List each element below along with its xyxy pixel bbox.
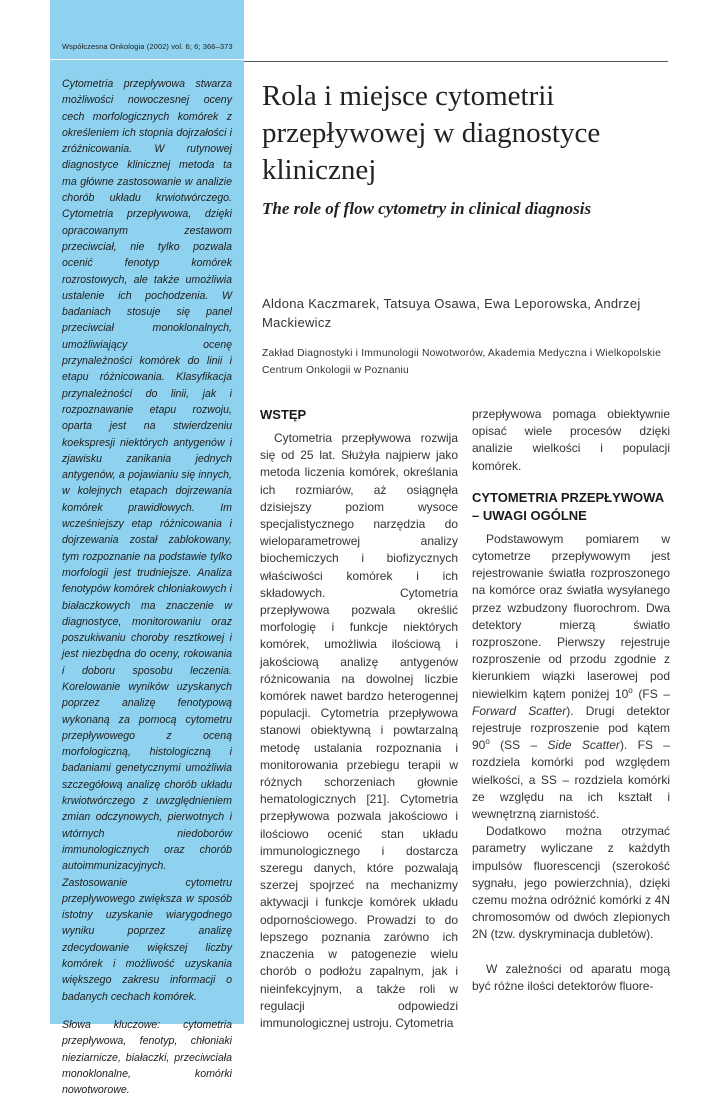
- degree-sign: o: [485, 737, 490, 747]
- body-paragraph-scatter: [472, 531, 670, 823]
- keywords-text: cytometria przepływowa, fenotyp, chłoniaki nieziarnicze, białaczki, przeciwciała monoklonalne, komórki nowotworowe.: [62, 1018, 232, 1097]
- article-subtitle: The role of flow cytometry in clinical diagnosis: [262, 199, 592, 218]
- scatter-text-2: (FS –: [632, 686, 671, 701]
- side-scatter-term: Side Scatter: [547, 738, 620, 753]
- degree-sign: o: [628, 685, 633, 695]
- journal-reference: Współczesna Onkologia (2002) vol. 6; 6; 366–373: [62, 42, 233, 51]
- body-column-2: [472, 406, 670, 995]
- body-column-1: [260, 406, 458, 1032]
- scatter-text-5: ). FS – rozdziela komórki pod względem wielkości, a SS – rozdziela komórki ze względu na ich kształt i wewnętrzną ziarnistość.: [472, 738, 670, 822]
- abstract-text: Cytometria przepływowa stwarza możliwości nowoczesnej oceny cech morfologicznych komórek z określeniem ich stopnia dojrzałości i zróżnicowania. W rutynowej diagnostyce klinicznej metoda ta ma główne zastosowanie w analizie chorób układu krwiotwórczego. Cytometria przepływowa, dzięki opracowanym zestawom przeciwciał, nie tylko pozwala ocenić fenotyp komórek rozrostowych, ale także umożliwia ustalenie ich pochodzenia. W badaniach stosuje się panel przeciwciał monoklonalnych, umożliwiający ocenę przynależności komórek do linii i etapu różnicowania. Klasyfikacja przynależności do linii, jak i rozpoznawanie etapu rozwoju, oparta jest na stwierdzeniu koekspresji niektórych antygenów i zjawisku zanikania jednych antygenów, a pojawianiu się innych, w kolejnych etapach dojrzewania komórek prawidłowych. Im wcześniejszy etap różnicowania i dojrzewania został zablokowany, tym rozpoznanie na podstawie tylko morfologii jest trudniejsze. Analiza fenotypów komórek chłoniakowych i białaczkowych ma znaczenie w diagnostyce, monitorowaniu oraz poszukiwaniu choroby resztkowej i jest niezbędna do oceny, rokowania i doboru sposobu leczenia. Korelowanie wyników uzyskanych poprzez analizę fenotypową wykonaną za pomocą cytometru przepływowego z oceną morfologiczną, histologiczną i badaniami genetycznymi umożliwia szczegółową analizę chorób układu krwiotwórczego z uwzględnieniem zmian odczynowych, pierwotnych i wtórnych niedoborów immunologicznych oraz chorób autoimmunizacyjnych. Zastosowanie cytometru przepływowego zwiększa w sposób istotny uzyskanie wiarygodnego wyniku poprzez analizę zdecydowanie większej liczby komórek i możliwość uzyskania większego zakresu informacji o badanych cechach komórek.: [62, 78, 232, 1003]
- abstract: [62, 76, 232, 1098]
- forward-scatter-term: Forward Scatter: [472, 703, 567, 718]
- scatter-text-3: ). Drugi detektor rejestruje rozproszenie pod kątem 90: [472, 703, 670, 753]
- body-paragraph-parameters: Dodatkowo można otrzymać parametry wyliczane z każdyth impulsów fluorescencji (szerokość sygnału, jego powierzchnia), dzięki czemu można odróżnić komórki z 4N chromosomów od dwóch zlepionych 2N (tzw. dyskryminacja dubletów).: [472, 824, 670, 942]
- keywords: [62, 1017, 232, 1098]
- scatter-text-1: Podstawowym pomiarem w cytometrze przepływowym jest rejestrowanie światła rozproszonego na komórce oraz światła wysyłanego przez wzbudzony fluorochrom. Dwa detektory mierzą światło rozproszone. Pierwszy rejestruje rozproszenie od przodu zgodnie z kierunkiem wiązki laserowej pod niewielkim kątem poniżej 10: [472, 531, 670, 701]
- body-paragraph-detectors: W zależności od aparatu mogą być różne ilości detektorów fluore-: [472, 961, 670, 993]
- section-heading-introduction: WSTĘP: [260, 407, 307, 422]
- article-title: Rola i miejsce cytometrii przepływowej w diagnostyce klinicznej: [262, 80, 601, 186]
- authors: Aldona Kaczmarek, Tatsuya Osawa, Ewa Leporowska, Andrzej Mackiewicz: [262, 296, 641, 330]
- body-paragraph: Cytometria przepływowa rozwija się od 25 lat. Służyła najpierw jako metoda liczenia komórek, określania ich rozmiarów, aż osiągnęła dzisiejszy poziom wysoce specjalistycznego narzędzia do wieloparametrowej analizy biochemiczych i biofizycznych właściwości komórek i ich składowych. Cytometria przepływowa pozwala określić morfologię i funkcje niektórych komórek, umożliwia ilościową i jakościową analizę antygenów różnicowania na dowolnej liczbie komórek nawet bardzo heterogennej populacji. Cytometria przepływowa stanowi obiektywną i powtarzalną metodę ustalania rozpoznania i monitorowania przebiegu terapii w różnych schorzeniach głownie hematologicznych [21]. Cytometria przepływowa pozwala jakościowo i ilościowo ocenić stan układu immunologicznego i dostarcza szeregu danych, które pozwalają szerzej spojrzeć na mechanizmy aktywacji i funkcje komórek układu odpornościowego. Prowadzi to do lepszego poznania zarówno ich znaczenia w patogenezie wielu chorób o podłożu zapalnym, jak i nieinfekcyjnym, a także roli w regulacji odpowiedzi immunologicznej ustroju. Cytometria: [260, 431, 458, 1030]
- sidebar-divider: [50, 59, 244, 60]
- body-paragraph-continued: przepływowa pomaga obiektywnie opisać wiele procesów dzięki analizie wielkości i populacji komórek.: [472, 407, 670, 473]
- affiliation: Zakład Diagnostyki i Immunologii Nowotworów, Akademia Medyczna i Wielkopolskie Centrum Onkologii w Poznaniu: [262, 348, 662, 376]
- section-heading-general-remarks: CYTOMETRIA PRZEPŁYWOWA – UWAGI OGÓLNE: [472, 489, 664, 523]
- scatter-text-4: (SS –: [489, 738, 548, 753]
- keywords-label: Słowa kluczowe:: [62, 1018, 161, 1031]
- header-divider: [244, 61, 668, 62]
